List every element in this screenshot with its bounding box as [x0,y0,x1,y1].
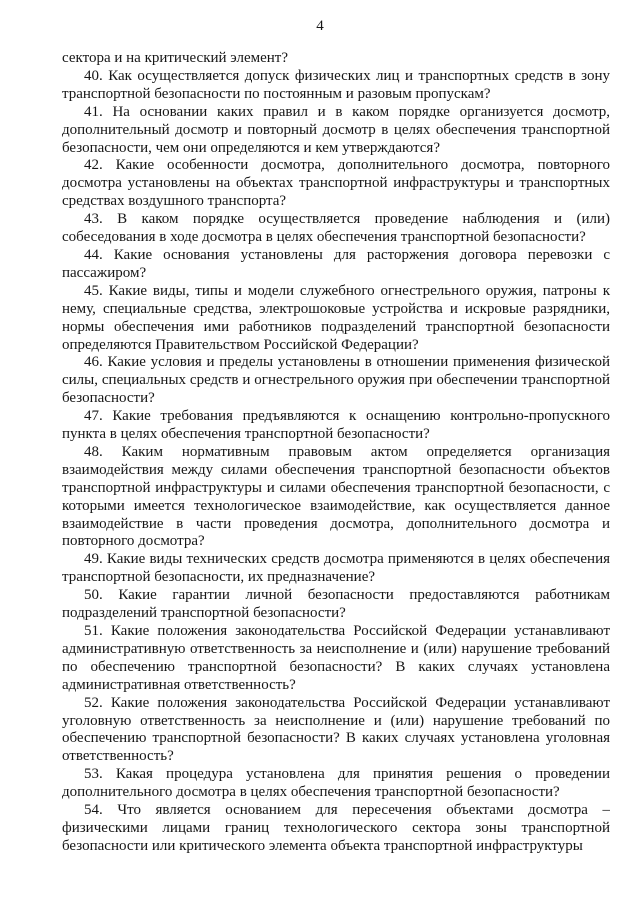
question-52: 52. Какие положения законодательства Российской Федерации устанавливают уголовную ответственность за неисполнение и (или) нарушение требований по обеспечению транспортной безопасности? В каких случаях установлена уголовная ответственность? [62,694,610,765]
document-body [62,50,610,856]
question-47: 47. Какие требования предъявляются к оснащению контрольно-пропускного пункта в целях обеспечения транспортной безопасности? [62,408,610,443]
question-40: 40. Как осуществляется допуск физических лиц и транспортных средств в зону транспортной безопасности по постоянным и разовым пропускам? [62,67,610,102]
paragraph-continuation: сектора и на критический элемент? [62,50,288,66]
question-44: 44. Какие основания установлены для расторжения договора перевозки с пассажиром? [62,246,610,281]
question-41: 41. На основании каких правил и в каком порядке организуется досмотр, дополнительный досмотр и повторный досмотр в целях обеспечения транспортной безопасности, чем они определяются и кем утверждаются? [62,103,610,156]
page-number: 4 [316,18,324,34]
question-45: 45. Какие виды, типы и модели служебного огнестрельного оружия, патроны к нему, специальные средства, электрошоковые устройства и искровые разрядники, нормы обеспечения ими работников подразделений транспортной безопасности определяются Правительством Российской Федерации? [62,282,610,353]
question-53: 53. Какая процедура установлена для принятия решения о проведении дополнительного досмотра в целях обеспечения транспортной безопасности? [62,766,610,801]
question-54: 54. Что является основанием для пересечения объектами досмотра – физическими лицами границ технологического сектора зоны транспортной безопасности или критического элемента объекта транспортной инфраструктуры [62,802,610,854]
question-46: 46. Какие условия и пределы установлены в отношении применения физической силы, специальных средств и огнестрельного оружия при обеспечении транспортной безопасности? [62,354,610,407]
question-51: 51. Какие положения законодательства Российской Федерации устанавливают административную ответственность за неисполнение и (или) нарушение требований по обеспечению транспортной безопасности? В каких случаях установлена административная ответственность? [62,623,610,693]
question-48: 48. Каким нормативным правовым актом определяется организация взаимодействия между силами обеспечения транспортной безопасности объектов транспортной инфраструктуры и силами обеспечения транспортной безопасности, с которыми имеется технологическое взаимодействие, как осуществляется данное взаимодействие в части проведения досмотра, дополнительного досмотра и повторного досмотра? [62,443,610,550]
question-42: 42. Какие особенности досмотра, дополнительного досмотра, повторного досмотра установлены на объектах транспортной инфраструктуры и транспортных средствах воздушного транспорта? [62,157,610,210]
question-50: 50. Какие гарантии личной безопасности предоставляются работникам подразделений транспортной безопасности? [62,587,610,622]
question-49: 49. Какие виды технических средств досмотра применяются в целях обеспечения транспортной безопасности, их предназначение? [62,551,610,586]
question-43: 43. В каком порядке осуществляется проведение наблюдения и (или) собеседования в ходе досмотра в целях обеспечения транспортной безопасности? [62,211,610,246]
